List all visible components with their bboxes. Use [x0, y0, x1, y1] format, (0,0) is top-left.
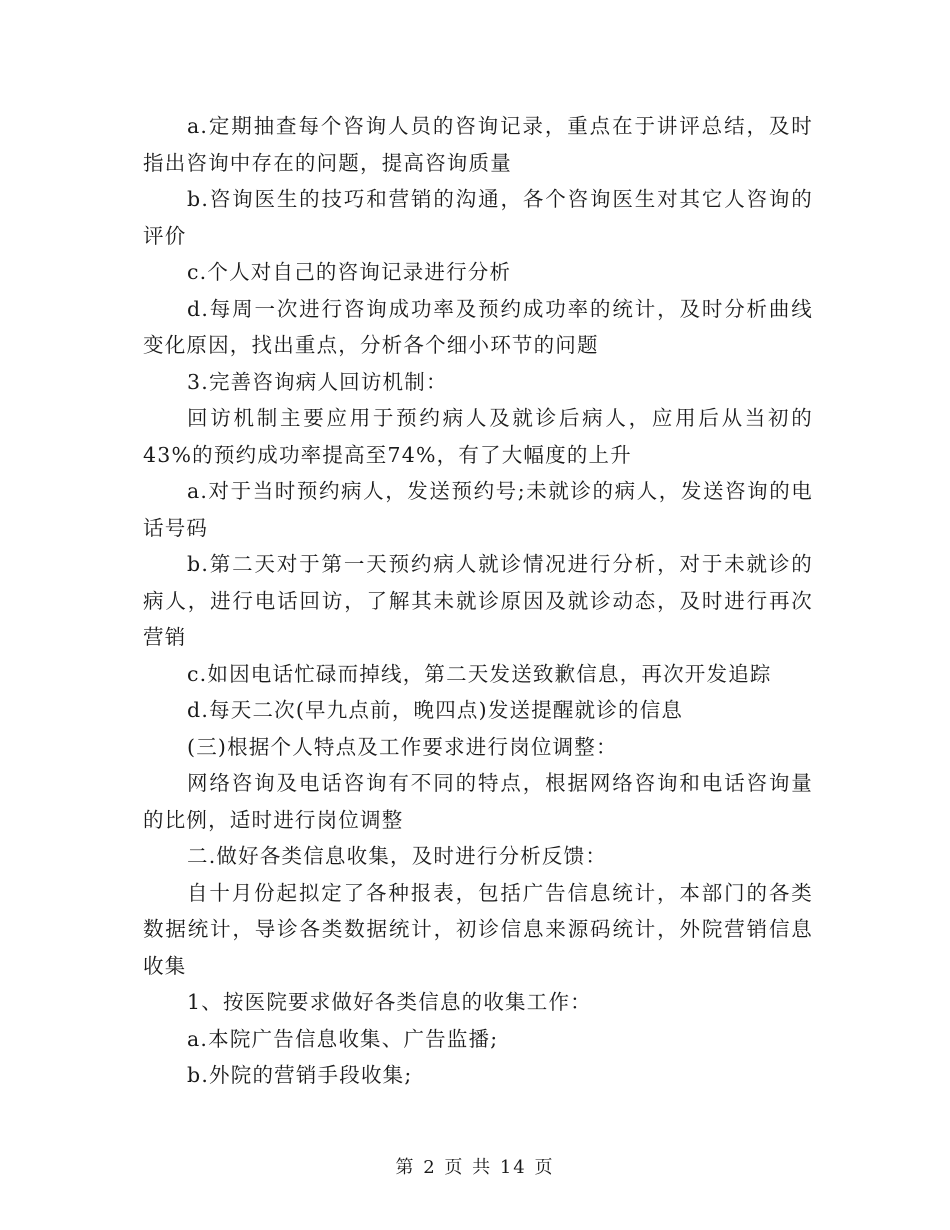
paragraph: b.咨询医生的技巧和营销的沟通，各个咨询医生对其它人咨询的评价: [143, 187, 813, 248]
paragraph: b.第二天对于第一天预约病人就诊情况进行分析，对于未就诊的病人，进行电话回访，了解其未就诊原因及就诊动态，及时进行再次营销: [143, 552, 813, 649]
paragraph: c.如因电话忙碌而掉线，第二天发送致歉信息，再次开发追踪: [187, 661, 772, 686]
page-number-footer: 第 2 页 共 14 页: [395, 1157, 555, 1178]
section-heading: 1、按医院要求做好各类信息的收集工作：: [187, 990, 592, 1014]
paragraph: 自十月份起拟定了各种报表，包括广告信息统计，本部门的各类数据统计，导诊各类数据统计，初诊信息来源码统计，外院营销信息收集: [143, 880, 813, 978]
section-heading: (三)根据个人特点及工作要求进行岗位调整：: [187, 734, 618, 759]
paragraph: c.个人对自己的咨询记录进行分析: [187, 260, 512, 284]
document-body: [143, 108, 813, 1094]
paragraph: a.定期抽查每个咨询人员的咨询记录，重点在于讲评总结，及时指出咨询中存在的问题，提高咨询质量: [143, 114, 813, 175]
paragraph: a.对于当时预约病人，发送预约号;未就诊的病人，发送咨询的电话号码: [143, 479, 813, 540]
paragraph: b.外院的营销手段收集;: [187, 1063, 413, 1087]
paragraph: d.每天二次(早九点前，晚四点)发送提醒就诊的信息: [187, 698, 684, 722]
section-heading: 二.做好各类信息收集，及时进行分析反馈：: [187, 844, 608, 868]
paragraph: 网络咨询及电话咨询有不同的特点，根据网络咨询和电话咨询量的比例，适时进行岗位调整: [143, 771, 813, 832]
paragraph: a.本院广告信息收集、广告监播;: [187, 1026, 499, 1051]
paragraph: d.每周一次进行咨询成功率及预约成功率的统计，及时分析曲线变化原因，找出重点，分析各个细小环节的问题: [143, 296, 813, 357]
paragraph: 回访机制主要应用于预约病人及就诊后病人，应用后从当初的43%的预约成功率提高至74%，有了大幅度的上升: [143, 406, 813, 467]
section-heading: 3.完善咨询病人回访机制：: [187, 369, 448, 394]
